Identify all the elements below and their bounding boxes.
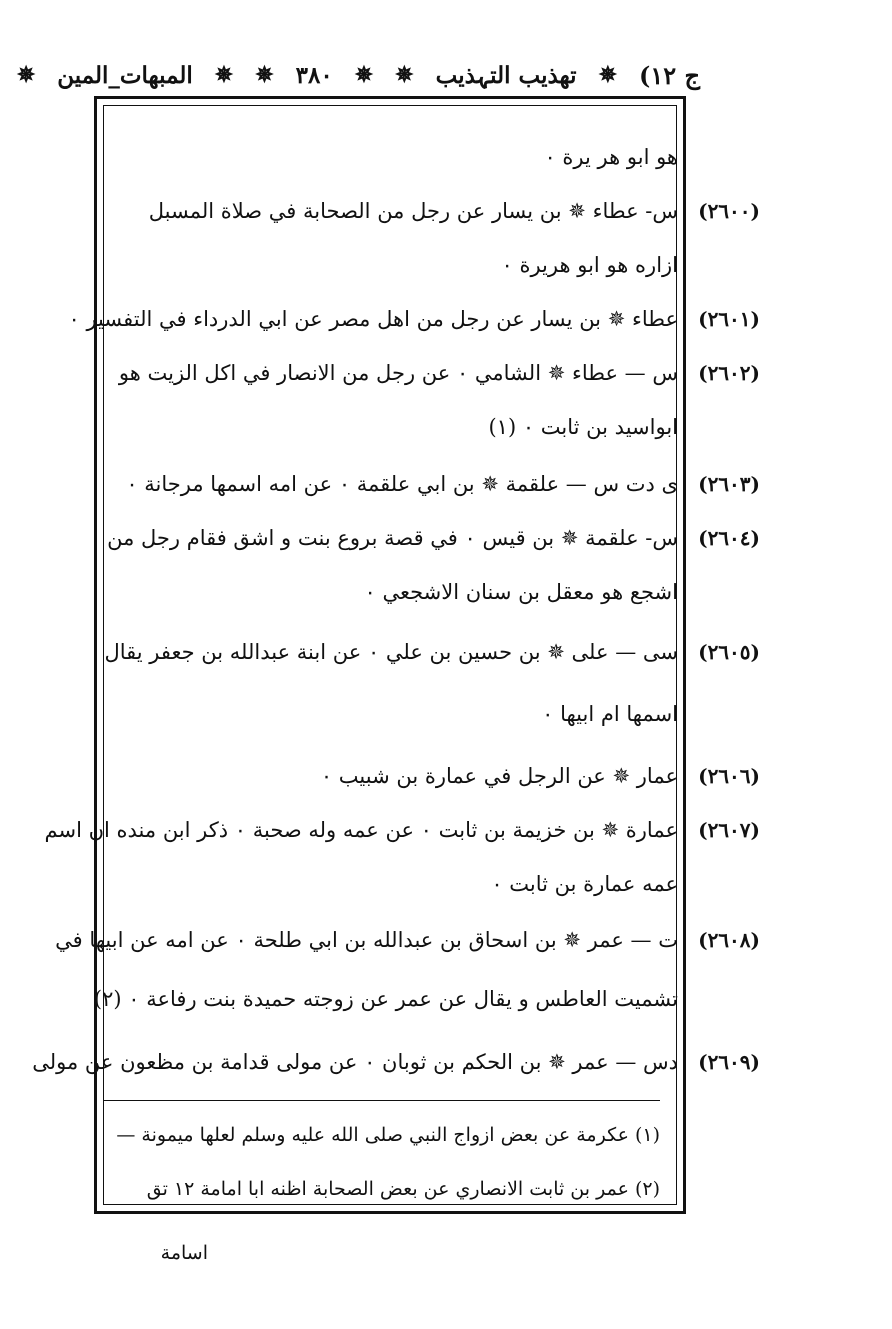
section-title: المبهات_المين xyxy=(57,61,193,89)
entry-number: (٢٦٠١) xyxy=(698,307,760,331)
entry-text: اشجع هو معقل بن سنان الاشجعي ٠ xyxy=(364,580,678,604)
entry-text: ازاره هو ابو هريرة ٠ xyxy=(501,253,678,277)
entry-line xyxy=(32,1040,760,1084)
entry-text: دس — عمر ✵ بن الحكم بن ثوبان ٠ عن مولى قدامة بن مظعون عن مولى xyxy=(32,1050,678,1074)
footnote-1: (١) عكرمة عن بعض ازواج النبي صلى الله عليه وسلم لعلها ميمونة — xyxy=(116,1124,660,1146)
entry-text: اسمها ام ابيها ٠ xyxy=(542,702,678,726)
entry-continuation xyxy=(100,692,760,736)
entry-text: س- علقمة ✵ بن قيس ٠ في قصة بروع بنت و اشق فقام رجل من xyxy=(107,526,678,550)
volume-label: ج ۱۲) xyxy=(639,60,700,90)
entry-line xyxy=(55,918,760,962)
entry-continuation xyxy=(100,570,760,614)
flower-ornament-icon: ✵ xyxy=(16,62,36,88)
flower-ornament-icon: ✵ xyxy=(255,62,274,88)
entry-number: (٢٦٠٣) xyxy=(698,472,760,496)
entry-continuation xyxy=(100,405,760,449)
flower-ornament-icon: ✵ xyxy=(214,62,234,88)
flower-ornament-icon: ✵ xyxy=(598,62,617,88)
entry-line xyxy=(68,297,760,341)
entry-number: (٢٦٠٨) xyxy=(698,928,760,952)
entry-text: هو ابو هر يرة ٠ xyxy=(544,145,678,169)
catchword: اسامة xyxy=(160,1242,208,1264)
entry-text: عطاء ✵ بن يسار عن رجل من اهل مصر عن ابي الدرداء في التفسير ٠ xyxy=(68,307,678,331)
entry-line xyxy=(100,754,760,798)
book-title: تهذیب التہذیب xyxy=(435,61,577,89)
entry-line xyxy=(100,516,760,560)
entry-text: ى دت س — علقمة ✵ بن ابي علقمة ٠ عن امه اسمها مرجانة ٠ xyxy=(126,472,678,496)
entry-text: تشميت العاطس و يقال عن عمر عن زوجته حميدة بنت رفاعة ٠ (٢) xyxy=(93,987,678,1011)
page-header xyxy=(16,52,700,98)
entry-text: عمار ✵ عن الرجل في عمارة بن شبيب ٠ xyxy=(320,764,678,788)
entry-line xyxy=(44,808,760,852)
entry-number: (٢٦٠٢) xyxy=(698,361,760,385)
footnote-separator xyxy=(104,1100,660,1101)
entry-continuation xyxy=(100,862,760,906)
entry-text: ابواسيد بن ثابت ٠ (١) xyxy=(488,415,678,439)
entry-number: (٢٦٠٦) xyxy=(698,764,760,788)
page-number: ۳۸۰ xyxy=(295,61,333,89)
footnote-2: (٢) عمر بن ثابت الانصاري عن بعض الصحابة اظنه ابا امامة ١٢ تق xyxy=(146,1178,660,1200)
entry-continuation xyxy=(93,977,760,1021)
entry-line xyxy=(100,630,760,674)
entry-number: (٢٦٠٩) xyxy=(698,1050,760,1074)
entry-text: س — عطاء ✵ الشامي ٠ عن رجل من الانصار في اكل الزيت هو xyxy=(118,361,678,385)
entry-text: ت — عمر ✵ بن اسحاق بن عبدالله بن ابي طلحة ٠ عن امه عن ابيها في xyxy=(55,928,678,952)
flower-ornament-icon: ✵ xyxy=(395,62,414,88)
entry-line xyxy=(100,189,760,233)
entry-line xyxy=(100,351,760,395)
entry-number: (٢٦٠٥) xyxy=(698,640,760,664)
entry-continuation xyxy=(100,135,760,179)
entry-text: س- عطاء ✵ بن يسار عن رجل من الصحابة في صلاة المسبل xyxy=(148,199,678,223)
entry-number: (٢٦٠٧) xyxy=(698,818,760,842)
entry-continuation xyxy=(100,243,760,287)
entry-text: سی — علی ✵ بن حسين بن علي ٠ عن ابنة عبدالله بن جعفر يقال xyxy=(104,640,678,664)
entry-text: عمه عمارة بن ثابت ٠ xyxy=(491,872,678,896)
entry-line xyxy=(100,462,760,506)
entry-number: (٢٦٠٤) xyxy=(698,526,760,550)
flower-ornament-icon: ✵ xyxy=(354,62,374,88)
entry-number: (٢٦٠٠) xyxy=(698,199,760,223)
entry-text: عمارة ✵ بن خزيمة بن ثابت ٠ عن عمه وله صحبة ٠ ذكر ابن منده ان اسم xyxy=(44,818,678,842)
